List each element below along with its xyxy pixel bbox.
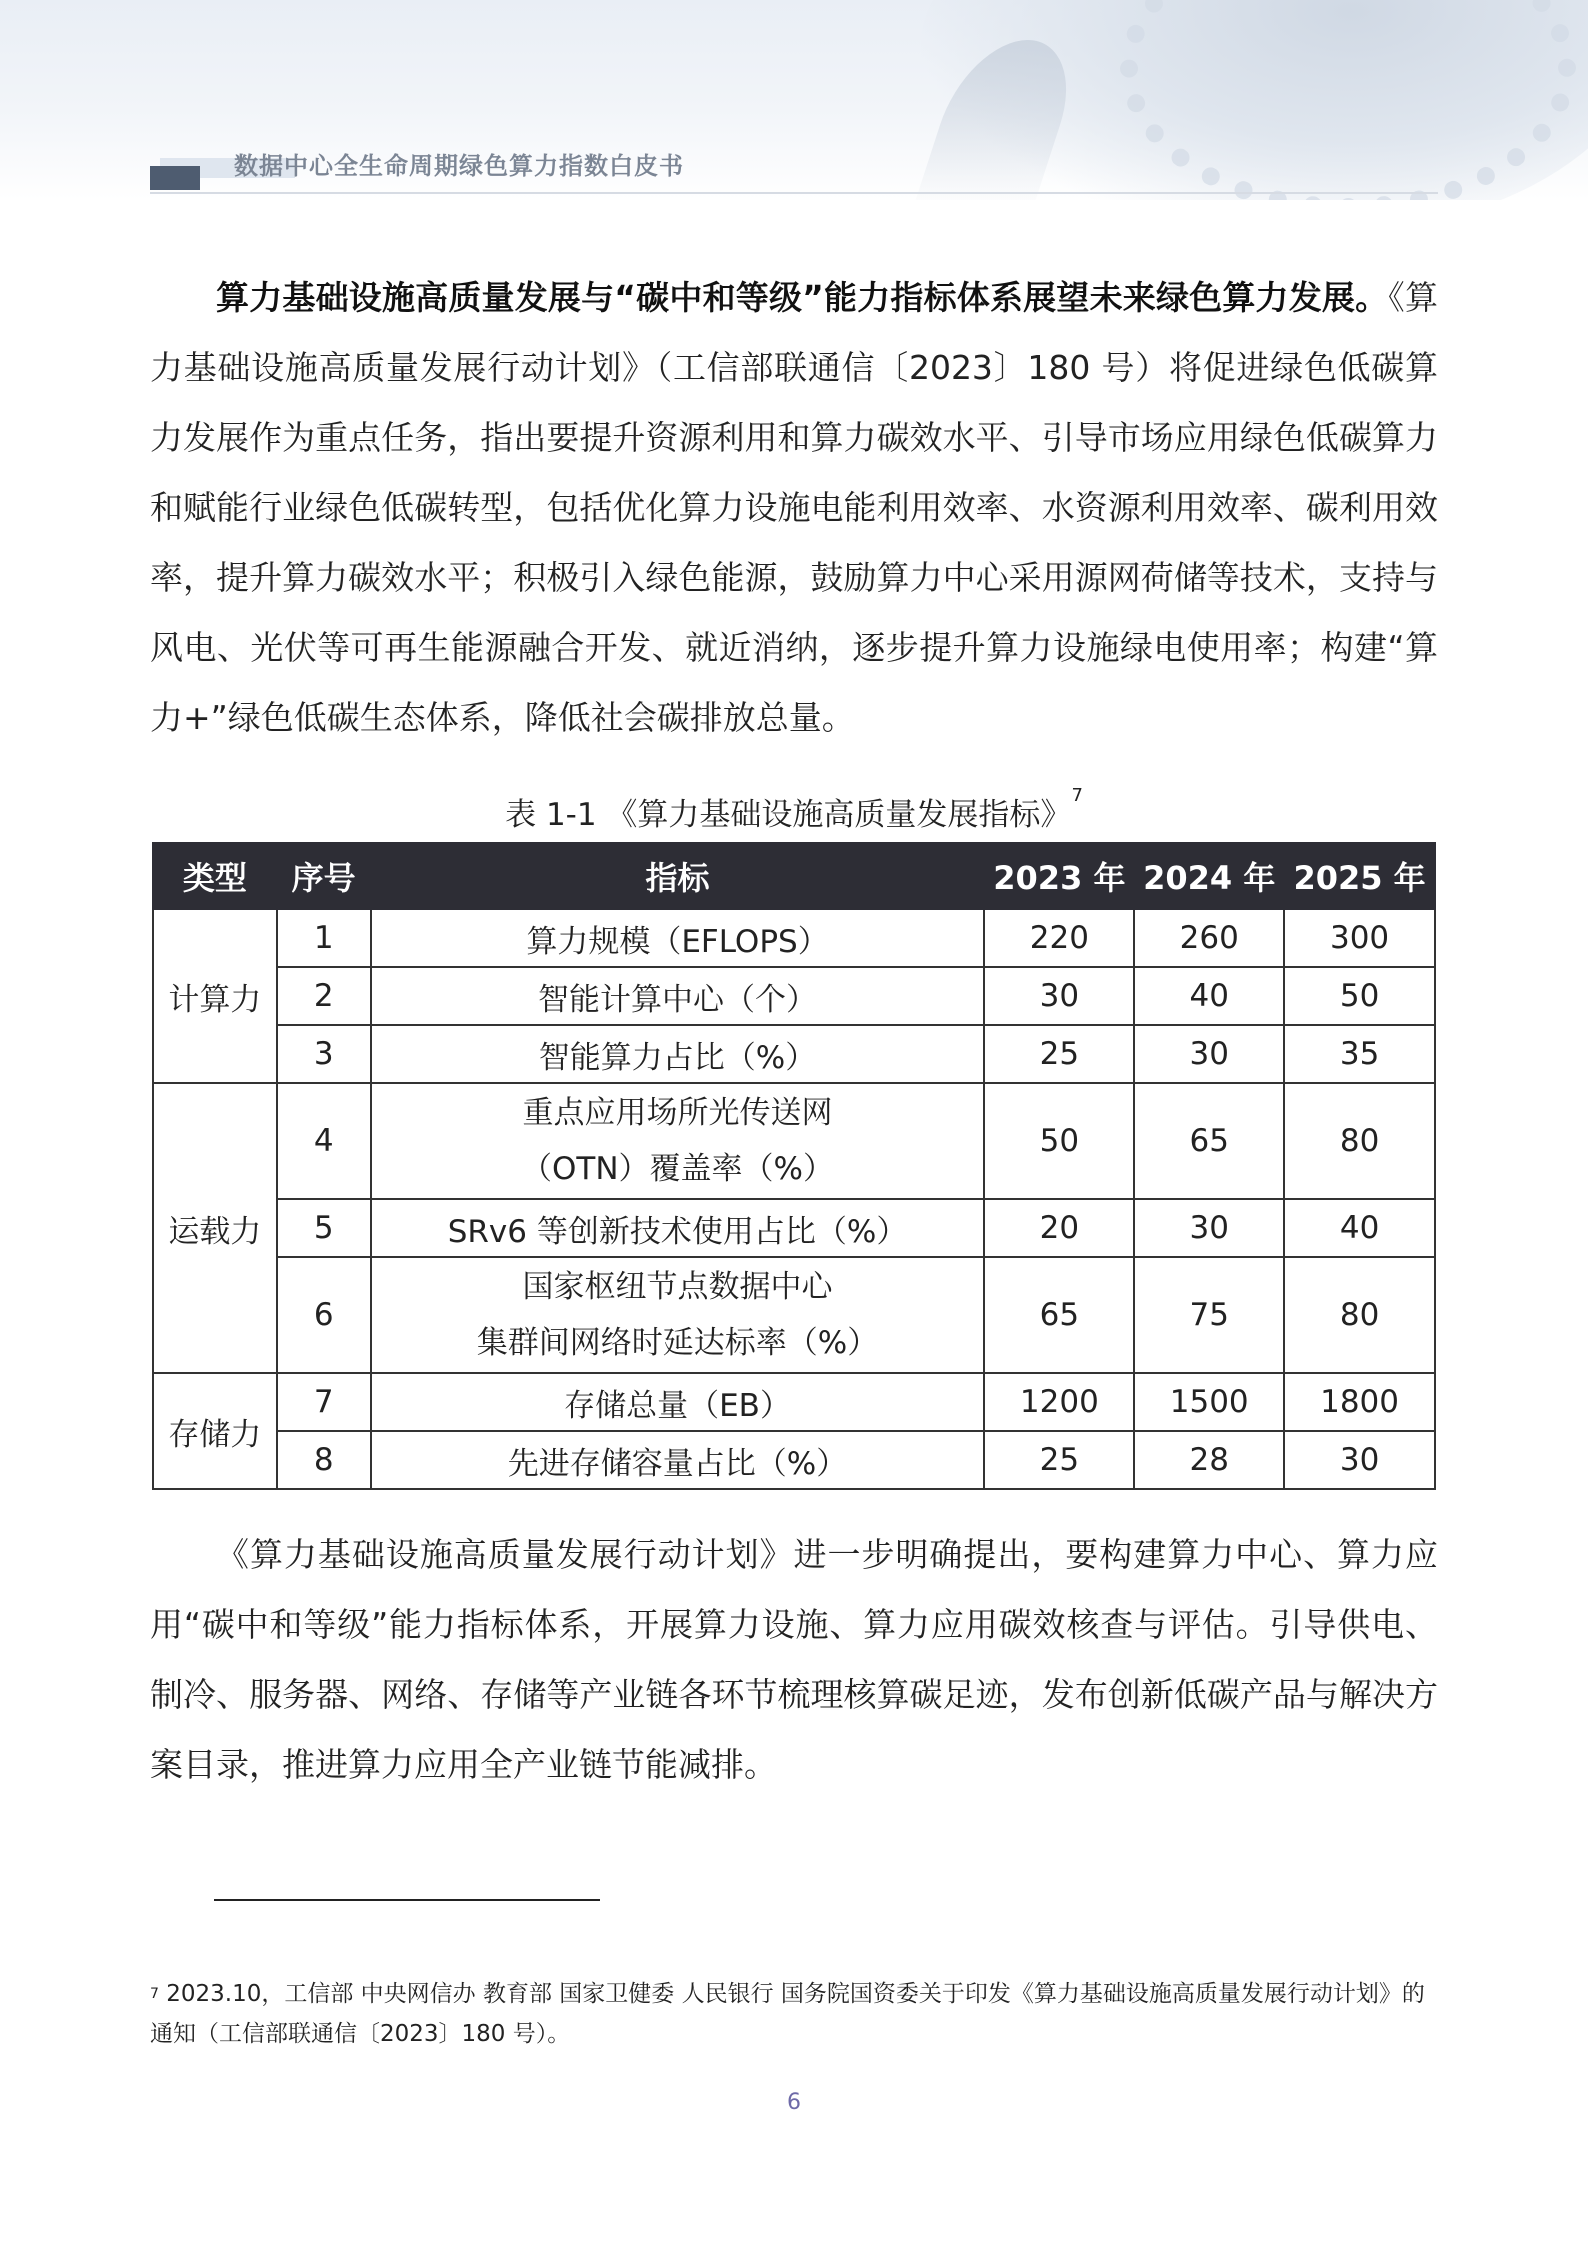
table-row xyxy=(153,1257,1435,1373)
paragraph-1-text: 《算力基础设施高质量发展行动计划》（工信部联通信〔2023〕180 号）将促进绿色低碳算力发展作为重点任务，指出要提升资源利用和算力碳效水平、引导市场应用绿色低碳算力和赋能行业绿色低碳转型，包括优化算力设施电能利用效率、水资源利用效率、碳利用效率，提升算力碳效水平；积极引入绿色能源，鼓励算力中心采用源网荷储等技术，支持与风电、光伏等可再生能源融合开发、就近消纳，逐步提升算力设施绿电使用率；构建“算力+”绿色低碳生态体系，降低社会碳排放总量。 xyxy=(150,278,1438,737)
cell-2025: 80 xyxy=(1284,1083,1435,1199)
cell-2023: 25 xyxy=(984,1025,1134,1083)
cell-2024: 30 xyxy=(1134,1025,1284,1083)
cell-2024: 28 xyxy=(1134,1431,1284,1489)
cell-metric xyxy=(371,1083,985,1199)
paragraph-1 xyxy=(150,263,1438,753)
cell-no: 8 xyxy=(277,1431,371,1489)
page-number: 6 xyxy=(787,2090,801,2115)
table-header-row xyxy=(153,843,1435,909)
cell-2025: 50 xyxy=(1284,967,1435,1025)
header-2025: 2025 年 xyxy=(1284,843,1435,909)
group-cell-transport: 运载力 xyxy=(153,1083,277,1373)
table-caption xyxy=(150,785,1438,834)
cell-metric: 智能算力占比（%） xyxy=(371,1025,985,1083)
paragraph-2: 《算力基础设施高质量发展行动计划》进一步明确提出，要构建算力中心、算力应用“碳中和等级”能力指标体系，开展算力设施、算力应用碳效核查与评估。引导供电、制冷、服务器、网络、存储等产业链各环节梳理核算碳足迹，发布创新低碳产品与解决方案目录，推进算力应用全产业链节能减排。 xyxy=(150,1535,1438,1784)
table-row xyxy=(153,1373,1435,1431)
header-metric: 指标 xyxy=(371,843,985,909)
footnote-text: 2023.10，工信部 中央网信办 教育部 国家卫健委 人民银行 国务院国资委关于印发《算力基础设施高质量发展行动计划》的通知（工信部联通信〔2023〕180 号）。 xyxy=(150,1981,1425,2047)
header-no: 序号 xyxy=(277,843,371,909)
cell-2024: 75 xyxy=(1134,1257,1284,1373)
table-row xyxy=(153,967,1435,1025)
cell-2023: 65 xyxy=(984,1257,1134,1373)
table-caption-text: 表 1-1 《算力基础设施高质量发展指标》 xyxy=(505,797,1072,833)
cell-metric-line-2: （OTN）覆盖率（%） xyxy=(521,1151,835,1187)
cell-metric-line-1: 国家枢纽节点数据中心 xyxy=(522,1269,833,1305)
cell-2025: 1800 xyxy=(1284,1373,1435,1431)
cell-2025: 300 xyxy=(1284,909,1435,967)
cell-metric: SRv6 等创新技术使用占比（%） xyxy=(371,1199,985,1257)
cell-no: 7 xyxy=(277,1373,371,1431)
cell-2023: 30 xyxy=(984,967,1134,1025)
cell-metric-line-2: 集群间网络时延达标率（%） xyxy=(476,1325,879,1361)
cell-2025: 35 xyxy=(1284,1025,1435,1083)
dotted-arc-graphic xyxy=(1120,0,1576,200)
cell-no: 1 xyxy=(277,909,371,967)
footnote-marker: 7 xyxy=(150,1986,159,2002)
table-row xyxy=(153,1083,1435,1199)
group-cell-storage: 存储力 xyxy=(153,1373,277,1489)
group-cell-compute: 计算力 xyxy=(153,909,277,1083)
table-row xyxy=(153,1025,1435,1083)
cell-no: 3 xyxy=(277,1025,371,1083)
cell-no: 2 xyxy=(277,967,371,1025)
cell-metric: 先进存储容量占比（%） xyxy=(371,1431,985,1489)
cell-no: 5 xyxy=(277,1199,371,1257)
header-rule xyxy=(150,192,1438,194)
cell-2024: 30 xyxy=(1134,1199,1284,1257)
table-row xyxy=(153,1431,1435,1489)
cell-2023: 50 xyxy=(984,1083,1134,1199)
cell-2025: 80 xyxy=(1284,1257,1435,1373)
cell-no: 4 xyxy=(277,1083,371,1199)
cell-2023: 220 xyxy=(984,909,1134,967)
header-2023: 2023 年 xyxy=(984,843,1134,909)
cell-2023: 1200 xyxy=(984,1373,1134,1431)
running-header-title: 数据中心全生命周期绿色算力指数白皮书 xyxy=(234,152,684,180)
cell-2025: 30 xyxy=(1284,1431,1435,1489)
cell-metric: 算力规模（EFLOPS） xyxy=(371,909,985,967)
paragraph-1-bold-lead: 算力基础设施高质量发展与“碳中和等级”能力指标体系展望未来绿色算力发展。 xyxy=(216,278,1389,317)
cell-metric: 存储总量（EB） xyxy=(371,1373,985,1431)
table-row xyxy=(153,909,1435,967)
header-type: 类型 xyxy=(153,843,277,909)
cell-2024: 40 xyxy=(1134,967,1284,1025)
cell-2024: 65 xyxy=(1134,1083,1284,1199)
cell-metric xyxy=(371,1257,985,1373)
footnote-rule xyxy=(214,1899,600,1901)
cell-2024: 260 xyxy=(1134,909,1284,967)
cell-2024: 1500 xyxy=(1134,1373,1284,1431)
cell-metric: 智能计算中心（个） xyxy=(371,967,985,1025)
cell-2025: 40 xyxy=(1284,1199,1435,1257)
footnote xyxy=(150,1974,1438,2054)
cell-no: 6 xyxy=(277,1257,371,1373)
table-caption-footnote-ref: 7 xyxy=(1071,785,1083,806)
header-accent-block xyxy=(150,166,200,190)
table-row xyxy=(153,1199,1435,1257)
indicator-table xyxy=(152,842,1436,1490)
cell-2023: 20 xyxy=(984,1199,1134,1257)
cell-2023: 25 xyxy=(984,1431,1134,1489)
cell-metric-line-1: 重点应用场所光传送网 xyxy=(522,1095,833,1131)
header-2024: 2024 年 xyxy=(1134,843,1284,909)
